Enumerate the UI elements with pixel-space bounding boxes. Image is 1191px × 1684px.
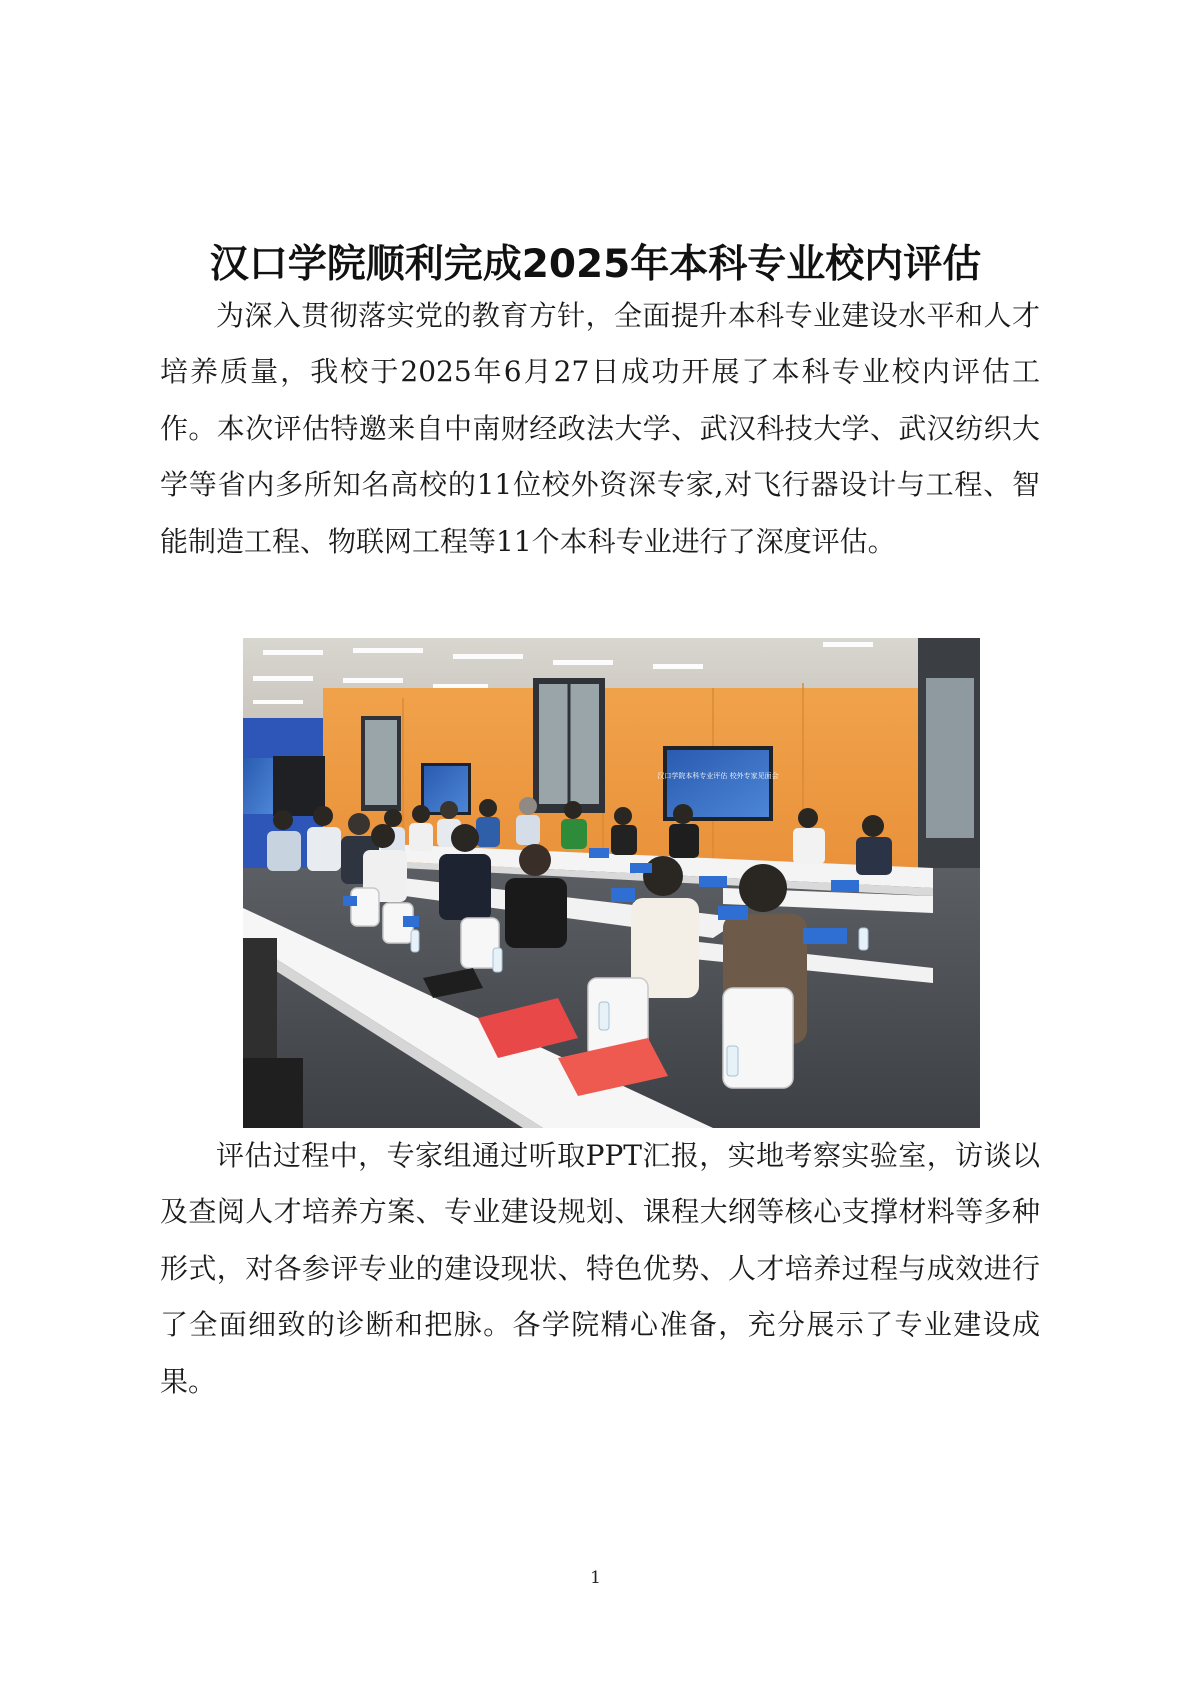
screen-title: 汉口学院本科专业评估 校外专家见面会 (657, 772, 779, 780)
meeting-photo-illustration (243, 638, 980, 1128)
meeting-photo (243, 638, 980, 1128)
paragraph-1: 为深入贯彻落实党的教育方针，全面提升本科专业建设水平和人才培养质量，我校于2025年6月27日成功开展了本科专业校内评估工作。本次评估特邀来自中南财经政法大学、武汉科技大学、武汉纺织大学等省内多所知名高校的11位校外资深专家,对飞行器设计与工程、智能制造工程、物联网工程等11个本科专业进行了深度评估。 (160, 299, 1040, 558)
paragraph-2: 评估过程中，专家组通过听取PPT汇报，实地考察实验室，访谈以及查阅人才培养方案、专业建设规划、课程大纲等核心支撑材料等多种形式，对各参评专业的建设现状、特色优势、人才培养过程与成效进行了全面细致的诊断和把脉。各学院精心准备，充分展示了专业建设成果。 (160, 1139, 1040, 1398)
document-title: 汉口学院顺利完成2025年本科专业校内评估 (209, 242, 982, 288)
page-number: 1 (590, 1568, 601, 1588)
